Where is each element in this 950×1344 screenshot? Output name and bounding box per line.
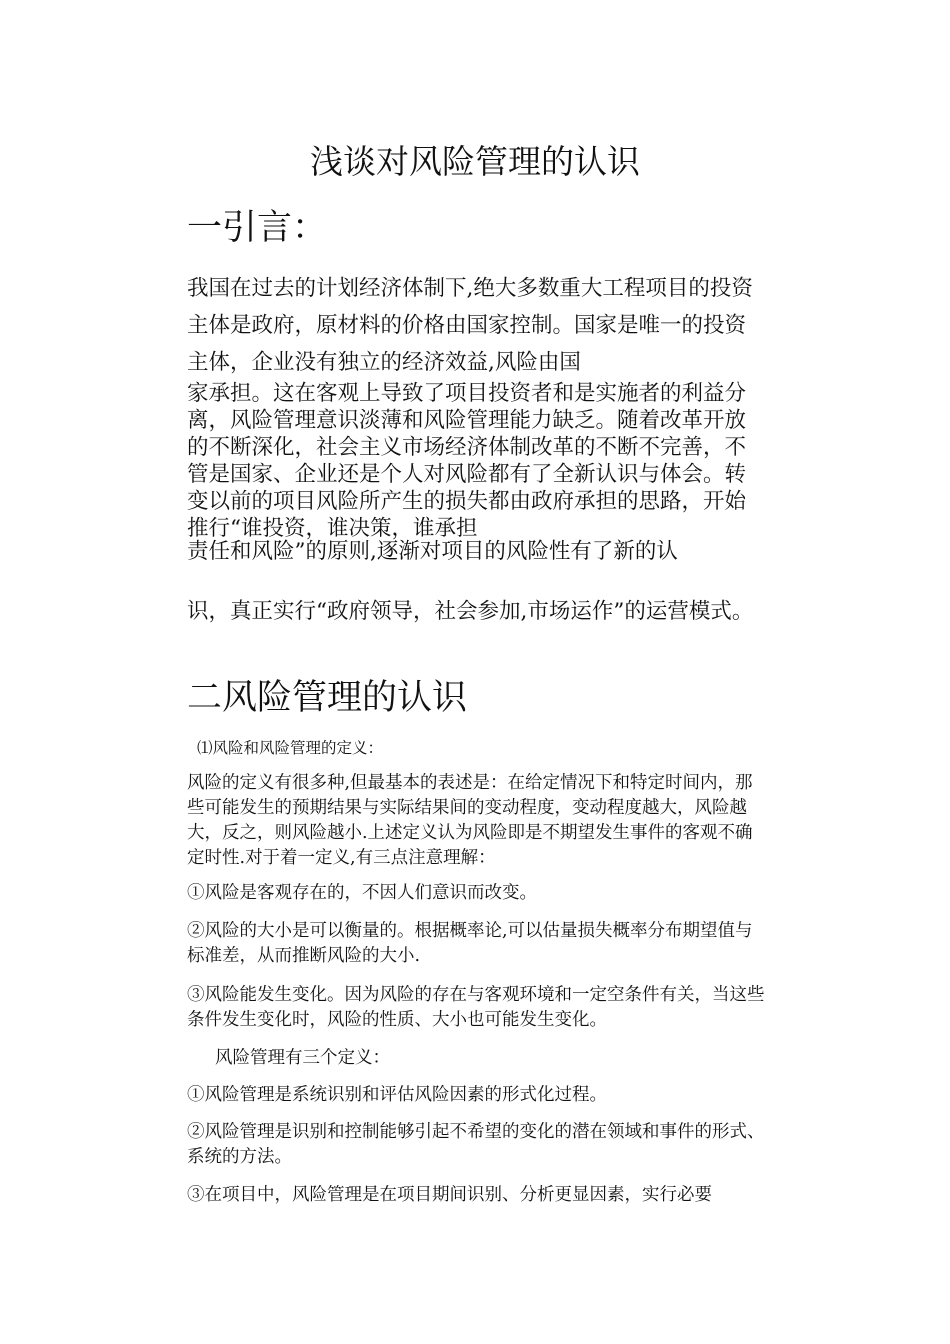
document-title: 浅谈对风险管理的认识 — [310, 142, 640, 181]
intro-paragraph-3: 责任和风险”的原则,逐渐对项目的风险性有了新的认 — [187, 539, 678, 564]
risk-point-2: ②风险的大小是可以衡量的。根据概率论,可以估量损失概率分布期望值与标准差，从而推断风险的大小. — [187, 921, 753, 966]
risk-point-1: ①风险是客观存在的，不因人们意识而改变。 — [187, 883, 537, 903]
section-heading-introduction: 一引言： — [187, 208, 328, 248]
risk-management-intro: 风险管理有三个定义： — [215, 1048, 390, 1068]
risk-point-3: ③风险能发生变化。因为风险的存在与客观环境和一定空条件有关，当这些条件发生变化时，风险的性质、大小也可能发生变化。 — [187, 985, 765, 1030]
risk-management-definition-1: ①风险管理是系统识别和评估风险因素的形式化过程。 — [187, 1085, 607, 1105]
intro-paragraph-4: 识，真正实行“政府领导，社会参加,市场运作”的运营模式。 — [187, 599, 754, 624]
subheading-definitions: ⑴风险和风险管理的定义： — [197, 739, 384, 757]
risk-definition-paragraph: 风险的定义有很多种,但最基本的表述是：在给定情况下和特定时间内，那些可能发生的预期结果与实际结果间的变动程度，变动程度越大，风险越大，反之，则风险越小.上述定义认为风险即是不期望发生事件的客观不确定时性.对于着一定义,有三点注意理解： — [187, 773, 753, 868]
section-heading-risk-management: 二风险管理的认识 — [187, 678, 468, 718]
risk-management-definition-3: ③在项目中，风险管理是在项目期间识别、分析更显因素，实行必要 — [187, 1185, 712, 1205]
intro-paragraph-2: 家承担。这在客观上导致了项目投资者和是实施者的利益分离，风险管理意识淡薄和风险管理能力缺乏。随着改革开放的不断深化，社会主义市场经济体制改革的不断不完善，不管是国家、企业还是个人对风险都有了全新认识与体会。转变以前的项目风险所产生的损失都由政府承担的思路，开始推行“谁投资，谁决策，谁承担 — [187, 381, 747, 541]
intro-paragraph-1: 我国在过去的计划经济体制下,绝大多数重大工程项目的投资主体是政府，原材料的价格由国家控制。国家是唯一的投资主体，企业没有独立的经济效益,风险由国 — [187, 276, 753, 375]
risk-management-definition-2: ②风险管理是识别和控制能够引起不希望的变化的潜在领域和事件的形式、系统的方法。 — [187, 1122, 765, 1167]
